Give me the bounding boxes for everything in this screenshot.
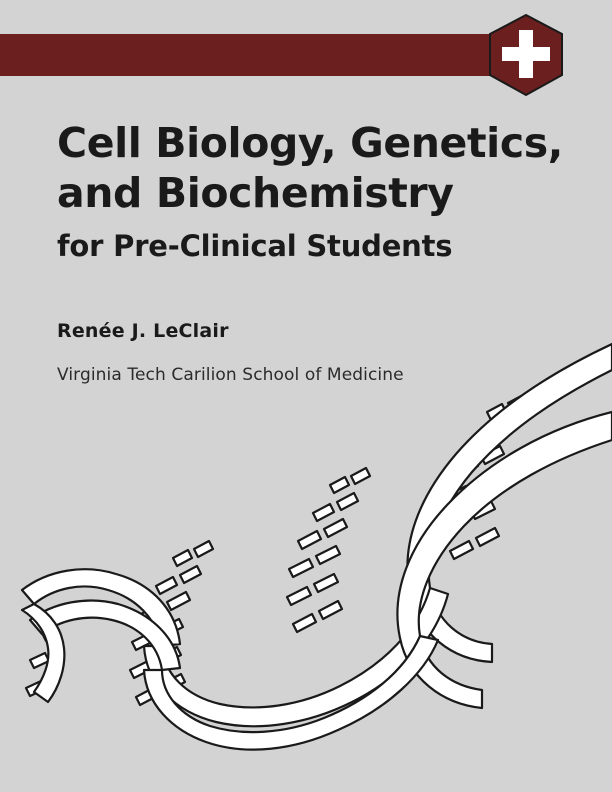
author-name: Renée J. LeClair	[57, 320, 229, 342]
top-banner-bar	[0, 34, 540, 76]
title-block	[57, 118, 577, 266]
medical-cross-badge-icon	[482, 13, 570, 101]
dna-double-helix-illustration	[0, 300, 612, 792]
title-line-2: and Biochemistry	[57, 169, 454, 217]
subtitle: for Pre-Clinical Students	[57, 229, 453, 263]
title-line-1: Cell Biology, Genetics,	[57, 119, 563, 167]
affiliation: Virginia Tech Carilion School of Medicine	[57, 365, 404, 385]
